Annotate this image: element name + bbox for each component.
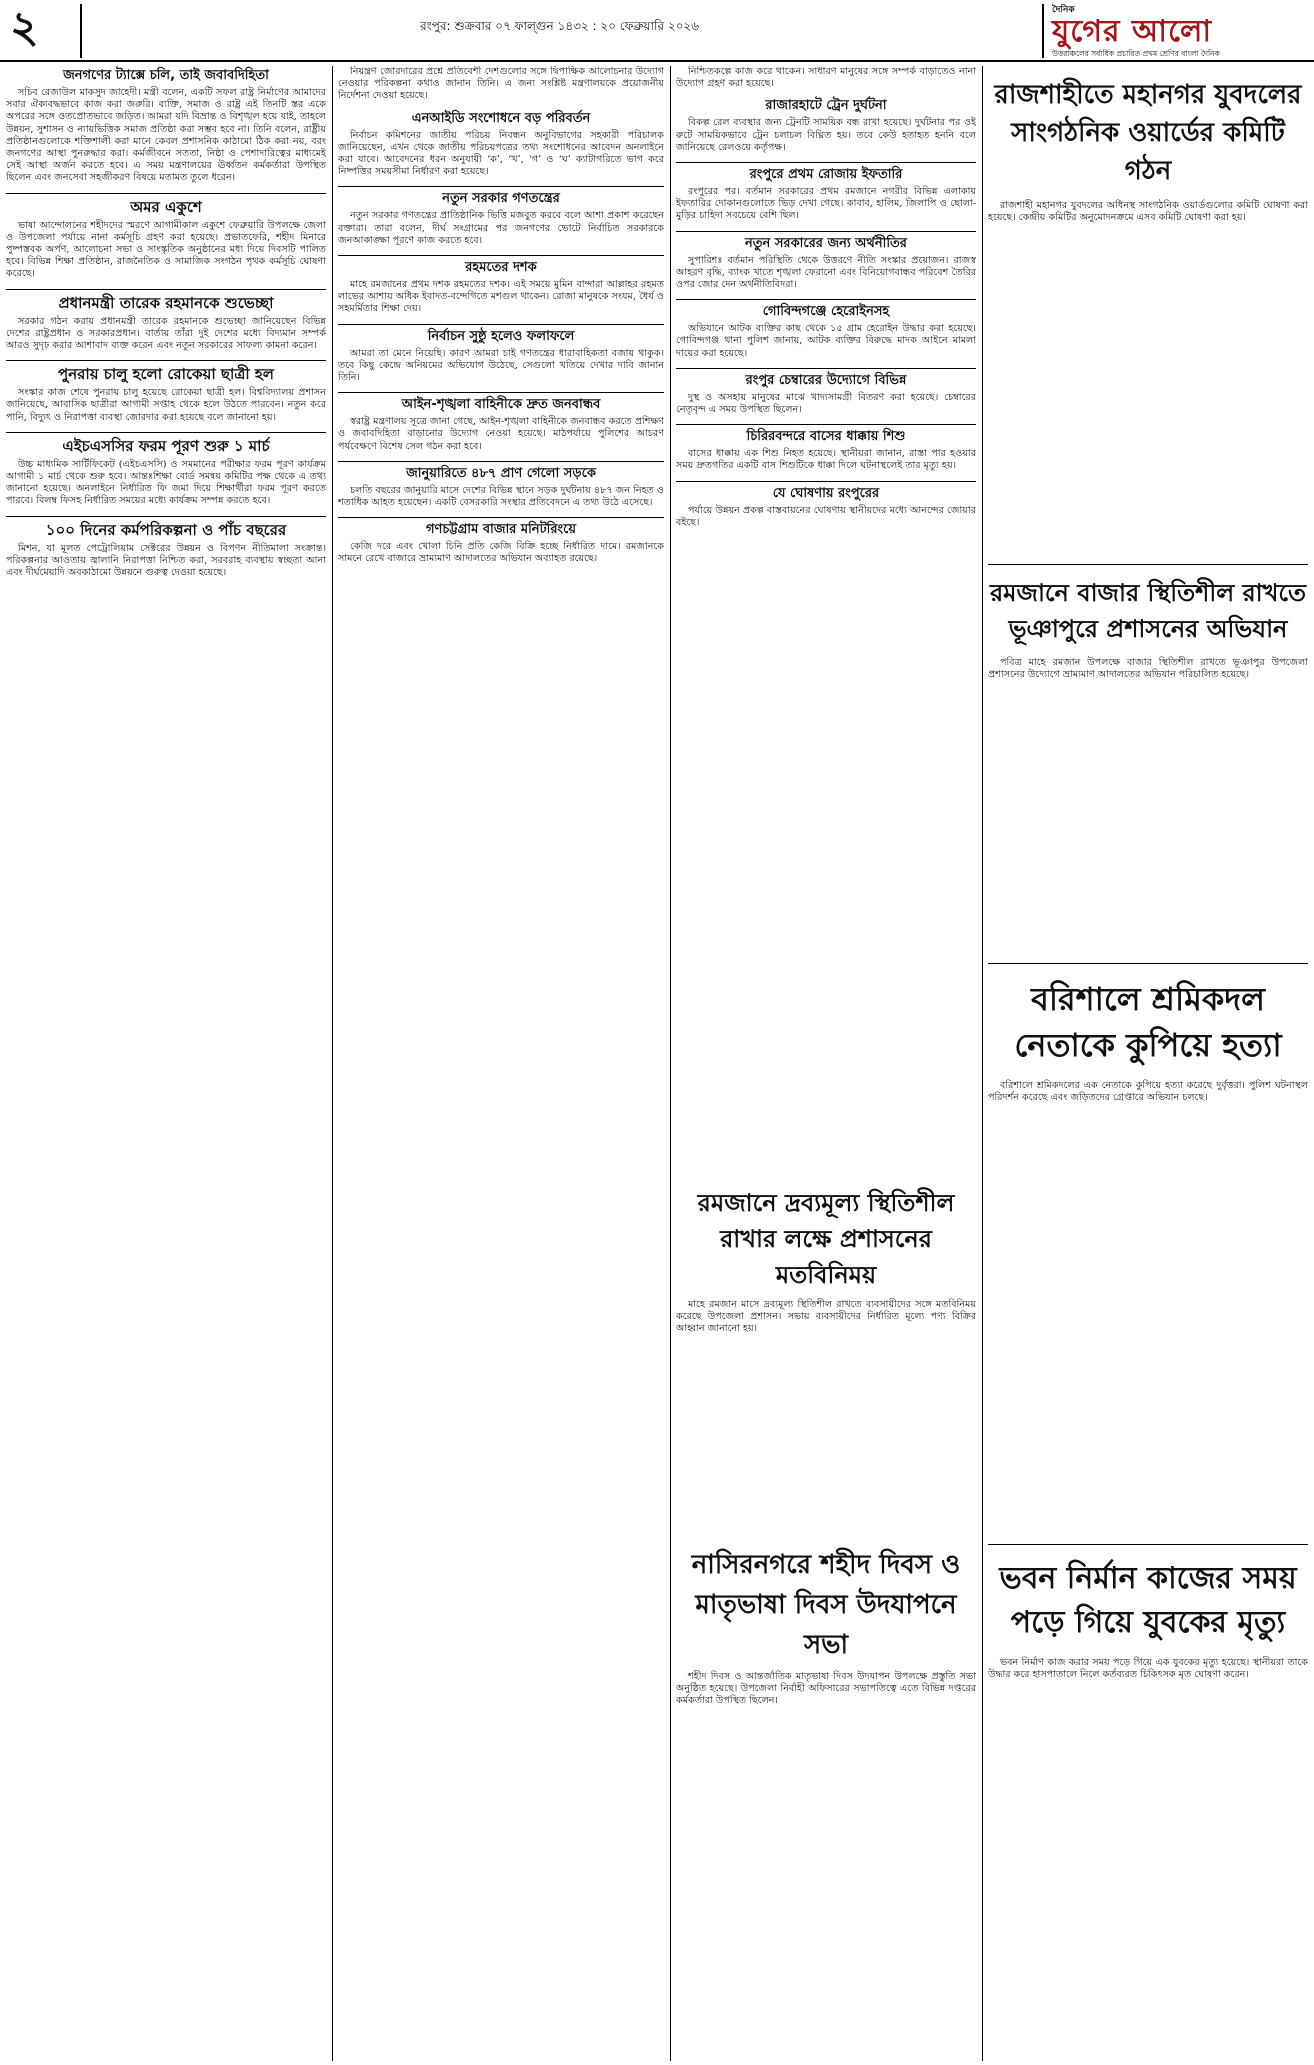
news-story-ramjan: [676, 1185, 976, 1525]
story-body: সুপারিশঃ বর্তমান পরিস্থিতি থেকে উত্তরণে নীতি সংস্কার প্রয়োজন। রাজস্ব আহরণ বৃদ্ধি, ব্যাংক খাতে শৃঙ্খলা ফেরানো এবং বিনিয়োগবান্ধব পরিবেশ তৈরির ওপর জোর দেন অর্থনীতিবিদরা।: [676, 254, 976, 291]
story-body: পবিত্র মাহে রমজান উপলক্ষে বাজার স্থিতিশীল রাখতে ভূঞাপুর উপজেলা প্রশাসনের উদ্যোগে ভ্রাম্যমাণ আদালতের অভিযান পরিচালিত হয়েছে।: [988, 657, 1308, 681]
column-2: [338, 66, 664, 2061]
story-headline: নতুন সরকারের জন্য অর্থনীতির: [745, 235, 907, 251]
story-body: মিশন, যা মূলত পেট্রোলিয়াম সেক্টরের উন্নয়ন ও বিপণন নীতিমালা সংক্রান্ত। পরিকল্পনার আওতায় জ্বালানি নিরাপত্তা নিশ্চিত করা, সরবরাহ ব্যবস্থায় স্বচ্ছতা আনা এবং দীর্ঘমেয়াদি অবকাঠামো উন্নয়নে গুরুত্ব দেওয়া হয়েছে।: [6, 542, 326, 579]
story-headline: রংপুর চেম্বারের উদ্যোগে বিভিন্ন: [745, 372, 907, 388]
news-story: [988, 976, 1308, 1536]
story-headline: ভবন নির্মান কাজের সময় পড়ে গিয়ে যুবকের মৃত্যু: [999, 1561, 1297, 1640]
news-story: [338, 522, 664, 565]
news-story: [338, 111, 664, 179]
story-headline: রংপুরে প্রথম রোজায় ইফতারি: [749, 167, 903, 183]
story-headline: ১০০ দিনের কর্মপরিকল্পনা ও পাঁচ বছরের: [45, 520, 287, 539]
logo-name: যুগের আলো: [1052, 14, 1213, 50]
newspaper-logo: [1042, 4, 1302, 58]
story-headline: নাসিরনগরে শহীদ দিবস ও মাতৃভাষা দিবস উদযাপনে সভা: [691, 1550, 961, 1660]
news-story: [676, 236, 976, 292]
column-3: [676, 66, 976, 1176]
story-body: বরিশালে শ্রমিকদলের এক নেতাকে কুপিয়ে হত্যা করেছে দুর্বৃত্তরা। পুলিশ ঘটনাস্থল পরিদর্শন করেছে এবং জড়িতদের গ্রেপ্তারে অভিযান চলছে।: [988, 1080, 1308, 1104]
story-headline: গণচট্টগ্রাম বাজার মনিটরিংয়ে: [425, 522, 577, 538]
story-body: নিশ্চিতকল্পে কাজ করে থাকেন। সাধারণ মানুষের সঙ্গে সম্পর্ক বাড়াতেও নানা উদ্যোগ গ্রহণ করা হয়েছে।: [676, 66, 976, 90]
news-story: [338, 466, 664, 509]
story-headline: রহমতের দশক: [465, 260, 537, 276]
news-story: [676, 66, 976, 90]
story-headline: যে ঘোষণায় রংপুরের: [772, 485, 880, 501]
story-body: রংপুরের পর। বর্তমান সরকারের প্রথম রমজানে নগরীর বিভিন্ন এলাকায় ইফতারির দোকানগুলোতে ভিড় দেখা গেছে। কাবাব, হালিম, জিলাপি ও ছোলা-মুড়ির চাহিদা সবচেয়ে বেশি ছিল।: [676, 186, 976, 222]
story-body: সচিব রেজাউল মাকসুদ জাহেদী। মন্ত্রী বলেন, একটি সফল রাষ্ট্র নির্মাণের আমাদের সবার ঐক্যবদ্ধভাবে কাজ করা জরুরি। ব্যক্তি, সমাজ ও রাষ্ট্র এই তিনটি স্তর একে অপরের সঙ্গে ওতপ্রোতভাবে জড়িত। আমরা যদি বিভ্রান্ত ও বিশৃঙ্খল হয়ে যাই, তাহলে উন্নয়ন, সুশাসন ও ন্যায়ভিত্তিক সমাজ প্রতিষ্ঠা করা সম্ভব হবে না। তিনি বলেন, রাষ্ট্রীয় প্রতিষ্ঠানগুলোকে শক্তিশালী করা মানে কেবল প্রশাসনিক কাঠামো ঠিক করা নয়, বরং জনগণের আস্থা পুনরুদ্ধার করা। কর্মজীবনে সততা, নিষ্ঠা ও পেশাদারিত্বের মাধ্যমেই সেই আস্থা অর্জন করতে হবে। এ সময় মন্ত্রণালয়ের ঊর্ধ্বতন কর্মকর্তারা উপস্থিত ছিলেন এবং জনসেবা সহজীকরণ বিষয়ে মতামত তুলে ধরেন।: [6, 87, 326, 184]
news-story: [6, 521, 326, 580]
story-headline: গোবিন্দগঞ্জে হেরোইনসহ: [762, 304, 890, 320]
story-body: ভবন নির্মাণ কাজ করার সময় পড়ে গিয়ে এক যুবকের মৃত্যু হয়েছে। স্থানীয়রা তাকে উদ্ধার করে হাসপাতালে নিলে কর্তব্যরত চিকিৎসক মৃত ঘোষণা করেন।: [988, 1657, 1308, 1681]
masthead-divider: [80, 4, 82, 58]
news-story: [6, 437, 326, 508]
news-story: [6, 365, 326, 424]
page-number: ২: [10, 2, 39, 53]
story-body: ভাষা আন্দোলনের শহীদদের স্মরণে আগামীকাল একুশে ফেব্রুয়ারি উপলক্ষে জেলা ও উপজেলা পর্যায়ে নানা কর্মসূচি গ্রহণ করা হয়েছে। প্রভাতফেরি, শহীদ মিনারে পুষ্পস্তবক অর্পণ, আলোচনা সভা ও সাংস্কৃতিক অনুষ্ঠানের মধ্য দিয়ে দিবসটি পালিত হবে। বিভিন্ন শিক্ষা প্রতিষ্ঠান, রাজনৈতিক ও সামাজিক সংগঠন পৃথক কর্মসূচি ঘোষণা করেছে।: [6, 219, 326, 280]
column-divider: [982, 66, 983, 2061]
story-headline: বরিশালে শ্রমিকদল নেতাকে কুপিয়ে হত্যা: [1014, 980, 1282, 1064]
news-story: [988, 575, 1308, 955]
news-story: [6, 198, 326, 281]
news-story: [338, 329, 664, 385]
news-story: [338, 260, 664, 316]
news-story: [676, 98, 976, 154]
story-headline: রমজানে দ্রব্যমূল্য স্থিতিশীল রাখার লক্ষে প্রশাসনের মতবিনিময়: [697, 1189, 955, 1289]
news-story: [676, 167, 976, 223]
story-body: আমরা তা মেনে নিয়েছি। কারণ আমরা চাই গণতন্ত্রের ধারাবাহিকতা বজায় থাকুক। তবে কিছু কেন্দ্রে অনিয়মের অভিযোগ উঠেছে, সেগুলো খতিয়ে দেখার দাবি জানান তিনি।: [338, 347, 664, 384]
news-story: [676, 429, 976, 472]
news-story: [6, 68, 326, 185]
story-body: স্বরাষ্ট্র মন্ত্রণালয় সূত্রে জানা গেছে, আইন-শৃঙ্খলা বাহিনীকে জনবান্ধব করতে প্রশিক্ষণ ও জবাবদিহিতা বাড়ানোর উদ্যোগ নেওয়া হয়েছে। মাঠপর্যায়ে পুলিশের আচরণ পর্যবেক্ষণে বিশেষ সেল গঠন করা হবে।: [338, 416, 664, 452]
story-headline: চিরিরবন্দরে বাসের ধাক্কায় শিশু: [746, 429, 906, 445]
column-4: [988, 66, 1308, 2061]
logo-prefix: দৈনিক: [1052, 5, 1075, 15]
news-story: [6, 294, 326, 353]
news-story: [338, 191, 664, 247]
story-headline: আইন-শৃঙ্খলা বাহিনীকে দ্রুত জনবান্ধব: [401, 397, 601, 413]
story-headline: রাজশাহীতে মহানগর যুবদলের সাংগঠনিক ওয়ার্ডের কমিটি গঠন: [994, 80, 1302, 186]
story-headline: অমর একুশে: [130, 197, 202, 216]
story-headline: পুনরায় চালু হলো রোকেয়া ছাত্রী হল: [58, 365, 274, 384]
story-body: উচ্চ মাধ্যমিক সার্টিফিকেট (এইচএসসি) ও সমমানের পরীক্ষার ফরম পূরণ কার্যক্রম আগামী ১ মার্চ থেকে শুরু হবে। আন্তঃশিক্ষা বোর্ড সমন্বয় কমিটির পক্ষ থেকে এ তথ্য জানানো হয়েছে। অনলাইনে নির্ধারিত ফি জমা দিয়ে শিক্ষার্থীরা ফরম পূরণ করতে পারবে। বিলম্ব ফিসহ নির্ধারিত সময়ের মধ্যে কার্যক্রম সম্পন্ন করতে হবে।: [6, 458, 326, 507]
story-body: বিকল্প রেল ব্যবস্থার জন্য ট্রেনটি সাময়িক বন্ধ রাখা হয়েছে। দুর্ঘটনার পর ওই রুটে সাময়িকভাবে ট্রেন চলাচল বিঘ্নিত হয়। তবে কেউ হতাহত হননি বলে জানিয়েছে রেলওয়ে কর্তৃপক্ষ।: [676, 117, 976, 153]
story-body: নিয়ন্ত্রণ জোরদারের প্রশ্নে প্রতিবেশী দেশগুলোর সঙ্গে দ্বিপাক্ষিক আলোচনার উদ্যোগ নেওয়ার পরিকল্পনা কথাও জানান তিনি। এ জন্য সংশ্লিষ্ট মন্ত্রণালয়কে প্রয়োজনীয় নির্দেশনা দেওয়া হয়েছে।: [338, 66, 664, 102]
news-story: [338, 66, 664, 103]
story-headline: জনগণের ট্যাক্সে চলি, তাই জবাবদিহিতা: [63, 68, 269, 83]
story-headline: নির্বাচন সুষ্ঠু হলেও ফলাফলে: [427, 328, 575, 344]
story-body: সরকার গঠন করায় প্রধানমন্ত্রী তারেক রহমানকে শুভেচ্ছা জানিয়েছেন বিভিন্ন দেশের রাষ্ট্রপ্রধান ও সরকারপ্রধান। বার্তায় তাঁরা দুই দেশের মধ্যে বিদ্যমান সম্পর্ক আরও সুদৃঢ় করার আশাবাদ ব্যক্ত করেন এবং নতুন সরকারের সাফল্য কামনা করেন।: [6, 315, 326, 352]
story-headline: প্রধানমন্ত্রী তারেক রহমানকে শুভেচ্ছা: [58, 293, 274, 312]
story-body: নতুন সরকার গণতন্ত্রের প্রাতিষ্ঠানিক ভিত্তি মজবুত করবে বলে আশা প্রকাশ করেছেন বক্তারা। তারা বলেন, দীর্ঘ সংগ্রামের পর জনগণের ভোটে নির্বাচিত সরকারকে জনআকাঙ্ক্ষা পূরণে কাজ করতে হবে।: [338, 210, 664, 246]
story-headline: এইচএসসির ফরম পূরণ শুরু ১ মার্চ: [62, 436, 270, 455]
story-body: সংস্কার কাজ শেষে পুনরায় চালু হয়েছে রোকেয়া ছাত্রী হল। বিশ্ববিদ্যালয় প্রশাসন জানিয়েছে, আবাসিক ছাত্রীরা আগামী সপ্তাহ থেকে হলে উঠতে পারবেন। নতুন করে পানি, বিদ্যুৎ ও নিরাপত্তা ব্যবস্থা জোরদার করা হয়েছে বলে জানানো হয়।: [6, 387, 326, 423]
news-story: [676, 486, 976, 529]
story-body: অভিযানে আটক ব্যক্তির কাছ থেকে ১৫ গ্রাম হেরোইন উদ্ধার করা হয়েছে। গোবিন্দগঞ্জ থানা পুলিশ জানায়, আটক ব্যক্তির বিরুদ্ধে মাদক আইনে মামলা দায়ের করা হয়েছে।: [676, 323, 976, 359]
masthead: [0, 0, 1314, 62]
dateline: রংপুর: শুক্রবার ০৭ ফাল্গুন ১৪৩২ : ২০ ফেব্রুয়ারি ২০২৬: [420, 19, 700, 33]
story-body: বাসের ধাক্কায় এক শিশু নিহত হয়েছে। স্থানীয়রা জানান, রাস্তা পার হওয়ার সময় দ্রুতগতির একটি বাস শিশুটিকে ধাক্কা দিলে ঘটনাস্থলেই তার মৃত্যু হয়।: [676, 448, 976, 472]
column-divider: [670, 66, 671, 2061]
story-body: কেজি দরে এবং খোলা চিনি প্রতি কেজি বিক্রি হচ্ছে নির্ধারিত দামে। রমজানকে সামনে রেখে বাজারে ভ্রাম্যমাণ আদালতের অভিযান অব্যাহত রয়েছে।: [338, 541, 664, 565]
story-body: রাজশাহী মহানগর যুবদলের অধিনস্থ সাংগঠনিক ওয়ার্ডগুলোর কমিটি ঘোষণা করা হয়েছে। কেন্দ্রীয় কমিটির অনুমোদনক্রমে এসব কমিটি ঘোষণা করা হয়।: [988, 200, 1308, 224]
column-divider: [332, 66, 333, 2061]
story-body: চলতি বছরের জানুয়ারি মাসে দেশের বিভিন্ন স্থানে সড়ক দুর্ঘটনায় ৪৮৭ জন নিহত ও শতাধিক আহত হয়েছেন। একটি বেসরকারি সংস্থার প্রতিবেদনে এ তথ্য উঠে এসেছে।: [338, 484, 664, 509]
news-story: [338, 397, 664, 453]
story-headline: নতুন সরকার গণতন্ত্রের: [442, 191, 560, 207]
news-story: [988, 76, 1308, 556]
news-story: [676, 304, 976, 360]
story-body: দুস্থ ও অসহায় মানুষের মাঝে খাদ্যসামগ্রী বিতরণ করা হয়েছে। চেম্বারের নেতৃবৃন্দ এ সময় উপস্থিত ছিলেন।: [676, 391, 976, 416]
story-body: শহীদ দিবস ও আন্তর্জাতিক মাতৃভাষা দিবস উদযাপন উপলক্ষে প্রস্তুতি সভা অনুষ্ঠিত হয়েছে। উপজেলা নির্বাহী অফিসারের সভাপতিত্বে এতে বিভিন্ন দপ্তরের কর্মকর্তারা উপস্থিত ছিলেন।: [676, 1671, 976, 1707]
news-story: [988, 1557, 1308, 1681]
story-headline: জানুয়ারিতে ৪৮৭ প্রাণ গেলো সড়কে: [406, 465, 596, 481]
story-headline: রমজানে বাজার স্থিতিশীল রাখতে ভূঞাপুরে প্রশাসনের অভিযান: [989, 579, 1307, 643]
story-body: নির্বাচন কমিশনের জাতীয় পরিচয় নিবন্ধন অনুবিভাগের সহকারী পরিচালক জানিয়েছেন, এখন থেকে জাতীয় পরিচয়পত্রের তথ্য সংশোধনের আবেদন অনলাইনে করা যাবে। আবেদনের ধরন অনুযায়ী ‘ক’, ‘খ’, ‘গ’ ও ‘ঘ’ ক্যাটাগরিতে ভাগ করে নিষ্পত্তির সময়সীমা নির্ধারণ করা হয়েছে।: [338, 129, 664, 178]
story-headline: এনআইডি সংশোধনে বড় পরিবর্তন: [411, 110, 591, 126]
logo-tagline: উত্তরাঞ্চলের সর্বাধিক প্রচারিত প্রথম শ্রেণির বাংলা দৈনিক: [1052, 49, 1220, 59]
column-1: [6, 66, 326, 2061]
story-headline: রাজারহাটে ট্রেন দুর্ঘটনা: [765, 98, 887, 114]
news-story-nasirnagar: [676, 1545, 976, 2055]
story-body: পর্যায়ে উন্নয়ন প্রকল্প বাস্তবায়নের ঘোষণায় স্থানীয়দের মধ্যে আনন্দের জোয়ার বইছে।: [676, 504, 976, 528]
story-body: মাহে রমজান মাসে দ্রব্যমূল্য স্থিতিশীল রাখতে ব্যবসায়ীদের সঙ্গে মতবিনিময় করেছে উপজেলা প্রশাসন। সভায় ব্যবসায়ীদের নির্ধারিত মূল্যে পণ্য বিক্রির আহ্বান জানানো হয়।: [676, 1299, 976, 1335]
story-body: মাহে রমজানের প্রথম দশক রহমতের দশক। এই সময়ে মুমিন বান্দারা আল্লাহর রহমত লাভের আশায় অধিক ইবাদত-বন্দেগিতে মশগুল থাকেন। রোজা মানুষকে সংযম, ধৈর্য ও সহমর্মিতার শিক্ষা দেয়।: [338, 279, 664, 315]
news-story: [676, 373, 976, 416]
